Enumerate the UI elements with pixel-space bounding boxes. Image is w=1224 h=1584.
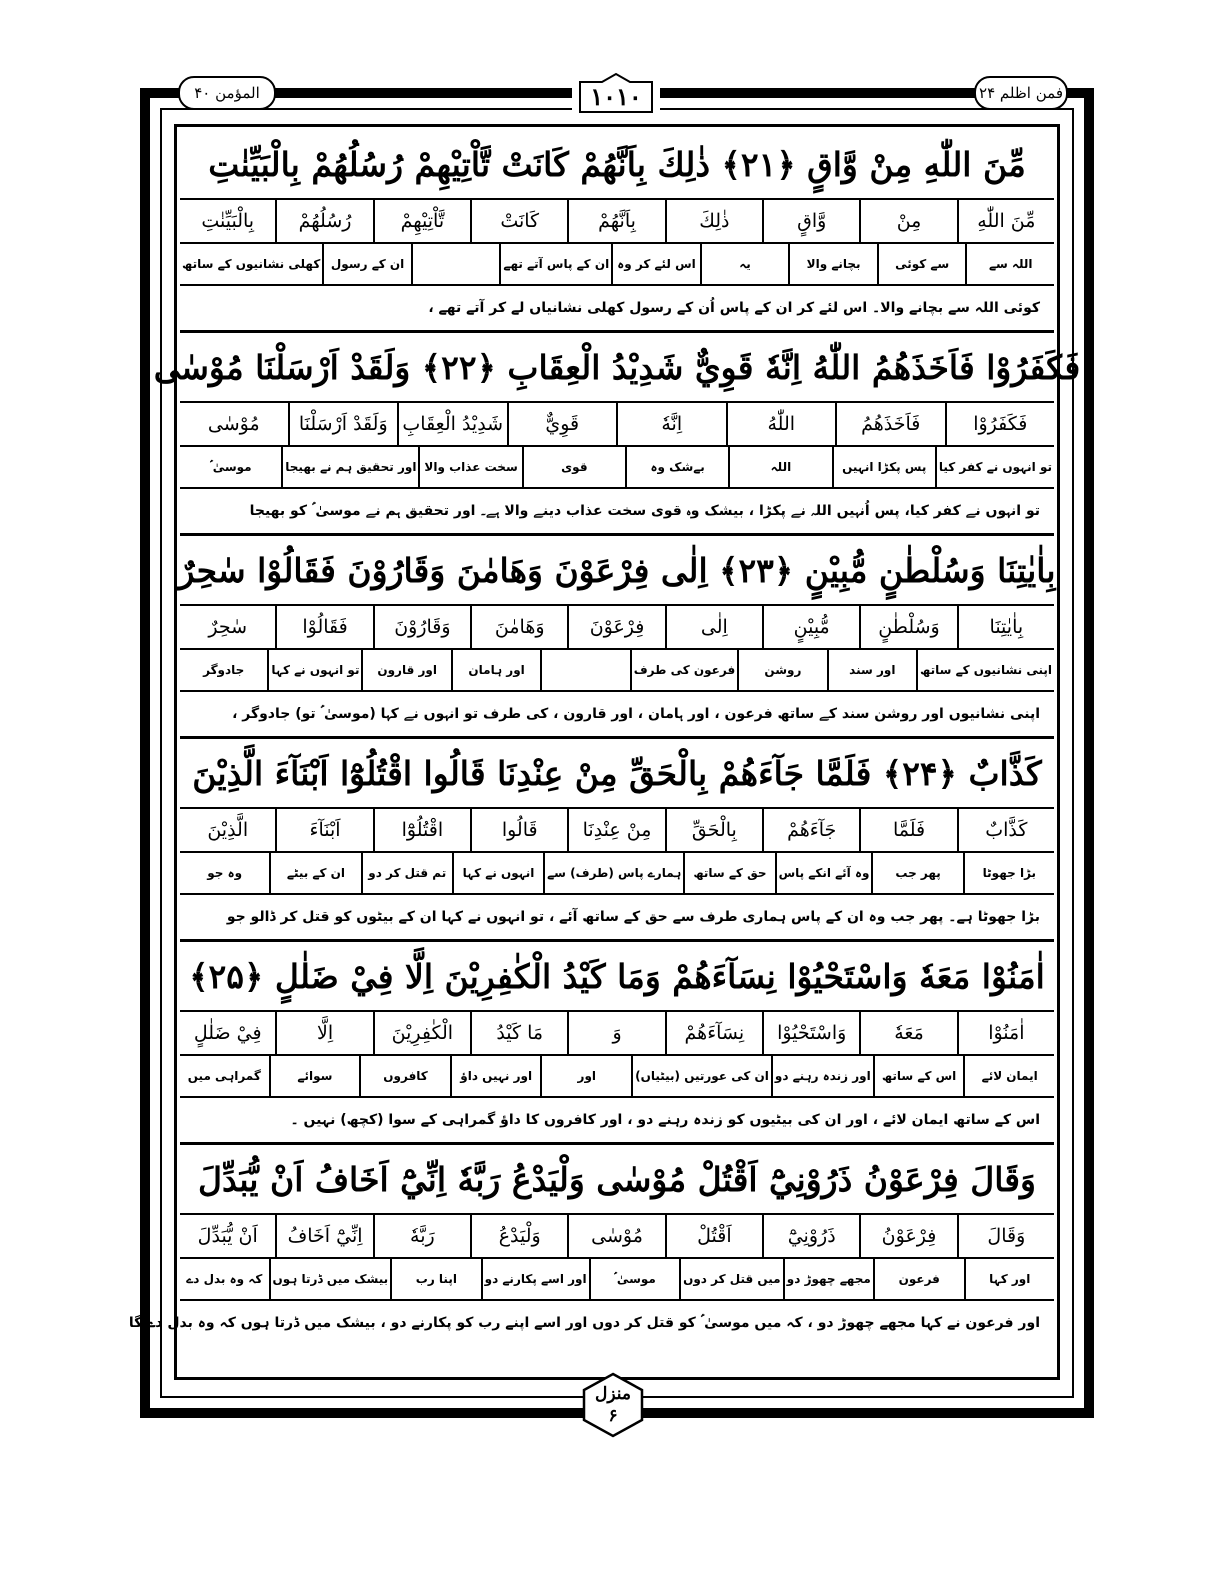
- meaning-cell: جادوگر: [203, 663, 245, 677]
- word-cell: وَلْيَدْعُ: [470, 1215, 567, 1257]
- meaning-cell: انہوں نے کہا: [452, 853, 543, 893]
- meaning-cell: تو انہوں نے کہا: [267, 650, 361, 690]
- meaning-cell: ان کے رسول: [322, 244, 411, 284]
- meaning-cell: مجھے چھوڑ دو: [783, 1259, 873, 1299]
- verse-table: [128, 130, 1081, 1345]
- meaning-cell: حق کے ساتھ: [683, 853, 774, 893]
- word-cell: وَلَقَدْ اَرْسَلْنَا: [288, 403, 398, 445]
- word-cell: مِّنَ اللّٰهِ: [957, 200, 1054, 242]
- word-cell: اقْتُلُوْٓا: [373, 809, 470, 851]
- word-cell: اَنْ يُّبَدِّلَ: [197, 1225, 258, 1247]
- meaning-cell: گمراہی میں: [187, 1069, 261, 1083]
- manzil-marker: [578, 1372, 648, 1438]
- word-cell: مُوْسٰى: [567, 1215, 664, 1257]
- meaning-cell: ان کے بیٹے: [269, 853, 360, 893]
- word-cell: بِاَنَّهُمْ: [567, 200, 664, 242]
- meaning-cell: اس کے ساتھ: [873, 1056, 964, 1096]
- word-cell: مُّبِيْنٍ: [762, 606, 859, 648]
- arabic-verse-line: كَذَّابٌ ﴿۲۴﴾ فَلَمَّا جَآءَهُمْ بِالْحَقِّ مِنْ عِنْدِنَا قَالُوا اقْتُلُوْٓا اَبْنَآءَ الَّذِيْنَ: [180, 739, 1054, 809]
- meaning-cell: بچانے والا: [788, 244, 877, 284]
- meaning-cell: تم قتل کر دو: [361, 853, 452, 893]
- word-cell: وَ: [567, 1012, 664, 1054]
- meaning-cell: [540, 650, 629, 690]
- word-cell: فِرْعَوْنَ: [567, 606, 664, 648]
- word-row: [180, 403, 1054, 447]
- word-cell: فِرْعَوْنُ: [859, 1215, 956, 1257]
- meaning-cell: [411, 244, 500, 284]
- word-row: [180, 606, 1054, 650]
- word-cell: بِاٰيٰتِنَا: [957, 606, 1054, 648]
- word-cell: اِنِّيْٓ اَخَافُ: [275, 1215, 372, 1257]
- meaning-cell: موسیٰ ؑ: [589, 1259, 679, 1299]
- word-row: [180, 200, 1054, 244]
- arabic-verse-line: اٰمَنُوْا مَعَهٗ وَاسْتَحْيُوْا نِسَآءَهُمْ وَمَا كَيْدُ الْكٰفِرِيْنَ اِلَّا فِيْ ضَلٰلٍ ﴿۲۵﴾: [180, 942, 1054, 1012]
- word-cell: جَآءَهُمْ: [762, 809, 859, 851]
- verse-block: [128, 1145, 1054, 1345]
- page-number-text: ۱۰۱۰: [590, 81, 642, 111]
- meaning-cell: میں قتل کر دوں: [679, 1259, 782, 1299]
- meaning-cell: پھر جب: [871, 853, 962, 893]
- translation-line: بڑا جھوٹا ہے۔ پھر جب وہ ان کے پاس ہماری طرف سے حق کے ساتھ آئے ، تو انہوں نے کہا ان کے بیٹوں کو قتل کر ڈالو جو: [180, 895, 1054, 942]
- meaning-cell: کہ وہ بدل دے: [186, 1272, 263, 1286]
- word-row: [180, 1012, 1054, 1056]
- word-cell: الْكٰفِرِيْنَ: [373, 1012, 470, 1054]
- word-cell: ذَرُوْنِيْٓ: [762, 1215, 859, 1257]
- meaning-row: [180, 244, 1054, 286]
- word-cell: كَانَتْ: [470, 200, 567, 242]
- arabic-verse-line: مِّنَ اللّٰهِ مِنْ وَّاقٍ ﴿۲۱﴾ ذٰلِكَ بِاَنَّهُمْ كَانَتْ تَّاْتِيْهِمْ رُسُلُهُمْ بِالْبَيِّنٰتِ: [180, 130, 1054, 200]
- meaning-cell: ان کے پاس آتے تھے: [499, 244, 611, 284]
- word-cell: قَالُوا: [470, 809, 567, 851]
- meaning-cell: فرعون کی طرف: [630, 650, 737, 690]
- word-cell: اِنَّهٗ: [616, 403, 726, 445]
- meaning-cell: موسیٰ ؑ: [209, 459, 252, 474]
- word-cell: اَقْتُلْ: [665, 1215, 762, 1257]
- meaning-cell: ایمان لائے: [963, 1056, 1054, 1096]
- meaning-cell: اور زندہ رہنے دو: [771, 1056, 873, 1096]
- meaning-cell: اور: [540, 1056, 631, 1096]
- word-cell: فَكَفَرُوْا: [945, 403, 1055, 445]
- meaning-cell: اور اسے پکارنے دو: [481, 1259, 589, 1299]
- word-cell: رَبَّهٗ: [373, 1215, 470, 1257]
- meaning-cell: اور سند: [827, 650, 916, 690]
- word-cell: اِلٰى: [665, 606, 762, 648]
- word-cell: وَقَالَ: [957, 1215, 1054, 1257]
- meaning-cell: یہ: [700, 244, 789, 284]
- word-cell: مَعَهٗ: [859, 1012, 956, 1054]
- word-cell: وَسُلْطٰنٍ: [859, 606, 956, 648]
- verse-block: [153, 333, 1081, 536]
- meaning-cell: ان کی عورتیں (بیٹیاں): [631, 1056, 771, 1096]
- word-cell: قَوِيٌّ: [507, 403, 617, 445]
- meaning-cell: سے کوئی: [877, 244, 966, 284]
- meaning-cell: اپنا رب: [390, 1259, 480, 1299]
- meaning-cell: فرعون: [873, 1259, 963, 1299]
- word-cell: رُسُلُهُمْ: [275, 200, 372, 242]
- verse-block: [180, 942, 1054, 1145]
- word-cell: مِنْ عِنْدِنَا: [567, 809, 664, 851]
- meaning-cell: قوی: [522, 447, 625, 487]
- word-cell: مَا كَيْدُ: [470, 1012, 567, 1054]
- arabic-verse-line: وَقَالَ فِرْعَوْنُ ذَرُوْنِيْٓ اَقْتُلْ مُوْسٰى وَلْيَدْعُ رَبَّهٗ اِنِّيْٓ اَخَافُ اَنْ يُّبَدِّلَ: [180, 1145, 1054, 1215]
- word-cell: فِيْ ضَلٰلٍ: [193, 1022, 262, 1044]
- word-cell: اللّٰهُ: [726, 403, 836, 445]
- surah-name-label: المؤمن ۴۰: [178, 76, 276, 110]
- word-cell: كَذَّابٌ: [957, 809, 1054, 851]
- meaning-cell: اللہ: [728, 447, 831, 487]
- meaning-cell: اس لئے کر وہ: [611, 244, 700, 284]
- word-cell: ذٰلِكَ: [665, 200, 762, 242]
- meaning-cell: اور ہامان: [451, 650, 540, 690]
- meaning-cell: ہمارے پاس (طرف) سے: [543, 853, 683, 893]
- meaning-cell: اپنی نشانیوں کے ساتھ: [916, 650, 1054, 690]
- meaning-cell: بیشک میں ڈرتا ہوں: [269, 1259, 391, 1299]
- meaning-row: [180, 853, 1054, 895]
- meaning-cell: سخت عذاب والا: [418, 447, 521, 487]
- arabic-verse-line: فَكَفَرُوْا فَاَخَذَهُمُ اللّٰهُ اِنَّهٗ قَوِيٌّ شَدِيْدُ الْعِقَابِ ﴿۲۲﴾ وَلَقَدْ اَرْسَلْنَا مُوْسٰى: [180, 333, 1054, 403]
- verse-block: [180, 130, 1054, 333]
- word-cell: سٰحِرٌ: [208, 616, 248, 638]
- verse-block: [180, 739, 1054, 942]
- meaning-row: [180, 650, 1054, 692]
- word-cell: وَّاقٍ: [762, 200, 859, 242]
- meaning-cell: روشن: [737, 650, 826, 690]
- juz-name-label: فمن اظلم ۲۴: [974, 76, 1068, 110]
- word-cell: بِالْبَيِّنٰتِ: [201, 210, 255, 232]
- meaning-cell: اور نہیں داؤ: [450, 1056, 541, 1096]
- translation-line: اس کے ساتھ ایمان لائے ، اور ان کی بیٹیوں کو زندہ رہنے دو ، اور کافروں کا داؤ گمراہی کے سوا (کچھ) نہیں ۔: [180, 1098, 1054, 1145]
- meaning-cell: اور قارون: [361, 650, 450, 690]
- word-cell: نِسَآءَهُمْ: [665, 1012, 762, 1054]
- word-cell: فَلَمَّا: [859, 809, 956, 851]
- word-cell: تَّاْتِيْهِمْ: [373, 200, 470, 242]
- meaning-row: [180, 447, 1054, 489]
- translation-line: کوئی اللہ سے بچانے والا۔ اس لئے کر ان کے پاس اُن کے رسول کھلی نشانیاں لے کر آتے تھے ،: [180, 286, 1054, 333]
- meaning-row: [180, 1056, 1054, 1098]
- meaning-cell: کافروں: [359, 1056, 450, 1096]
- manzil-number: ۶: [608, 1406, 618, 1426]
- translation-line: تو انہوں نے کفر کیا، پس اُنہیں اللہ نے پکڑا ، بیشک وہ قوی سخت عذاب دینے والا ہے۔ اور تحقیق ہم نے موسیٰ ؑ کو بھیجا: [180, 489, 1054, 536]
- word-cell: الَّذِيْنَ: [207, 819, 249, 841]
- word-cell: وَقَارُوْنَ: [373, 606, 470, 648]
- meaning-cell: وہ جو: [207, 866, 243, 880]
- word-cell: وَهَامٰنَ: [470, 606, 567, 648]
- meaning-cell: کھلی نشانیوں کے ساتھ: [182, 257, 321, 271]
- meaning-cell: اور کہا: [964, 1259, 1054, 1299]
- word-cell: بِالْحَقِّ: [665, 809, 762, 851]
- word-cell: وَاسْتَحْيُوْا: [762, 1012, 859, 1054]
- manzil-label: منزل: [595, 1384, 631, 1404]
- page-number: [572, 72, 660, 120]
- meaning-cell: اور تحقیق ہم نے بھیجا: [281, 447, 418, 487]
- word-row: [180, 1215, 1054, 1259]
- meaning-cell: بڑا جھوٹا: [963, 853, 1054, 893]
- word-cell: فَاَخَذَهُمُ: [835, 403, 945, 445]
- meaning-cell: وہ آئے انکے پاس: [775, 853, 872, 893]
- meaning-cell: سوائے: [269, 1056, 360, 1096]
- verse-block: [180, 536, 1054, 739]
- translation-line: اپنی نشانیوں اور روشن سند کے ساتھ فرعون ، اور ہامان ، اور قارون ، کی طرف تو انہوں نے کہا (موسیٰ ؑ تو) جادوگر ،: [180, 692, 1054, 739]
- word-cell: مِنْ: [859, 200, 956, 242]
- word-cell: اٰمَنُوْا: [957, 1012, 1054, 1054]
- meaning-row: [180, 1259, 1054, 1301]
- word-cell: فَقَالُوْا: [275, 606, 372, 648]
- meaning-cell: پس پکڑا انہیں: [832, 447, 935, 487]
- meaning-cell: اللہ سے: [965, 244, 1054, 284]
- word-row: [180, 809, 1054, 853]
- word-cell: شَدِيْدُ الْعِقَابِ: [397, 403, 507, 445]
- translation-line: اور فرعون نے کہا مجھے چھوڑ دو ، کہ میں موسیٰ ؑ کو قتل کر دوں اور اسے اپنے رب کو پکارنے دو ، بیشک میں ڈرتا ہوں کہ وہ بدل دے گا: [128, 1315, 1040, 1331]
- meaning-cell: تو انہوں نے کفر کیا: [935, 447, 1054, 487]
- meaning-cell: بےشک وہ: [625, 447, 728, 487]
- word-cell: اَبْنَآءَ: [275, 809, 372, 851]
- word-cell: اِلَّا: [275, 1012, 372, 1054]
- arabic-verse-line: بِاٰيٰتِنَا وَسُلْطٰنٍ مُّبِيْنٍ ﴿۲۳﴾ اِلٰى فِرْعَوْنَ وَهَامٰنَ وَقَارُوْنَ فَقَالُوْا سٰحِرٌ: [180, 536, 1054, 606]
- word-cell: مُوْسٰى: [207, 413, 260, 435]
